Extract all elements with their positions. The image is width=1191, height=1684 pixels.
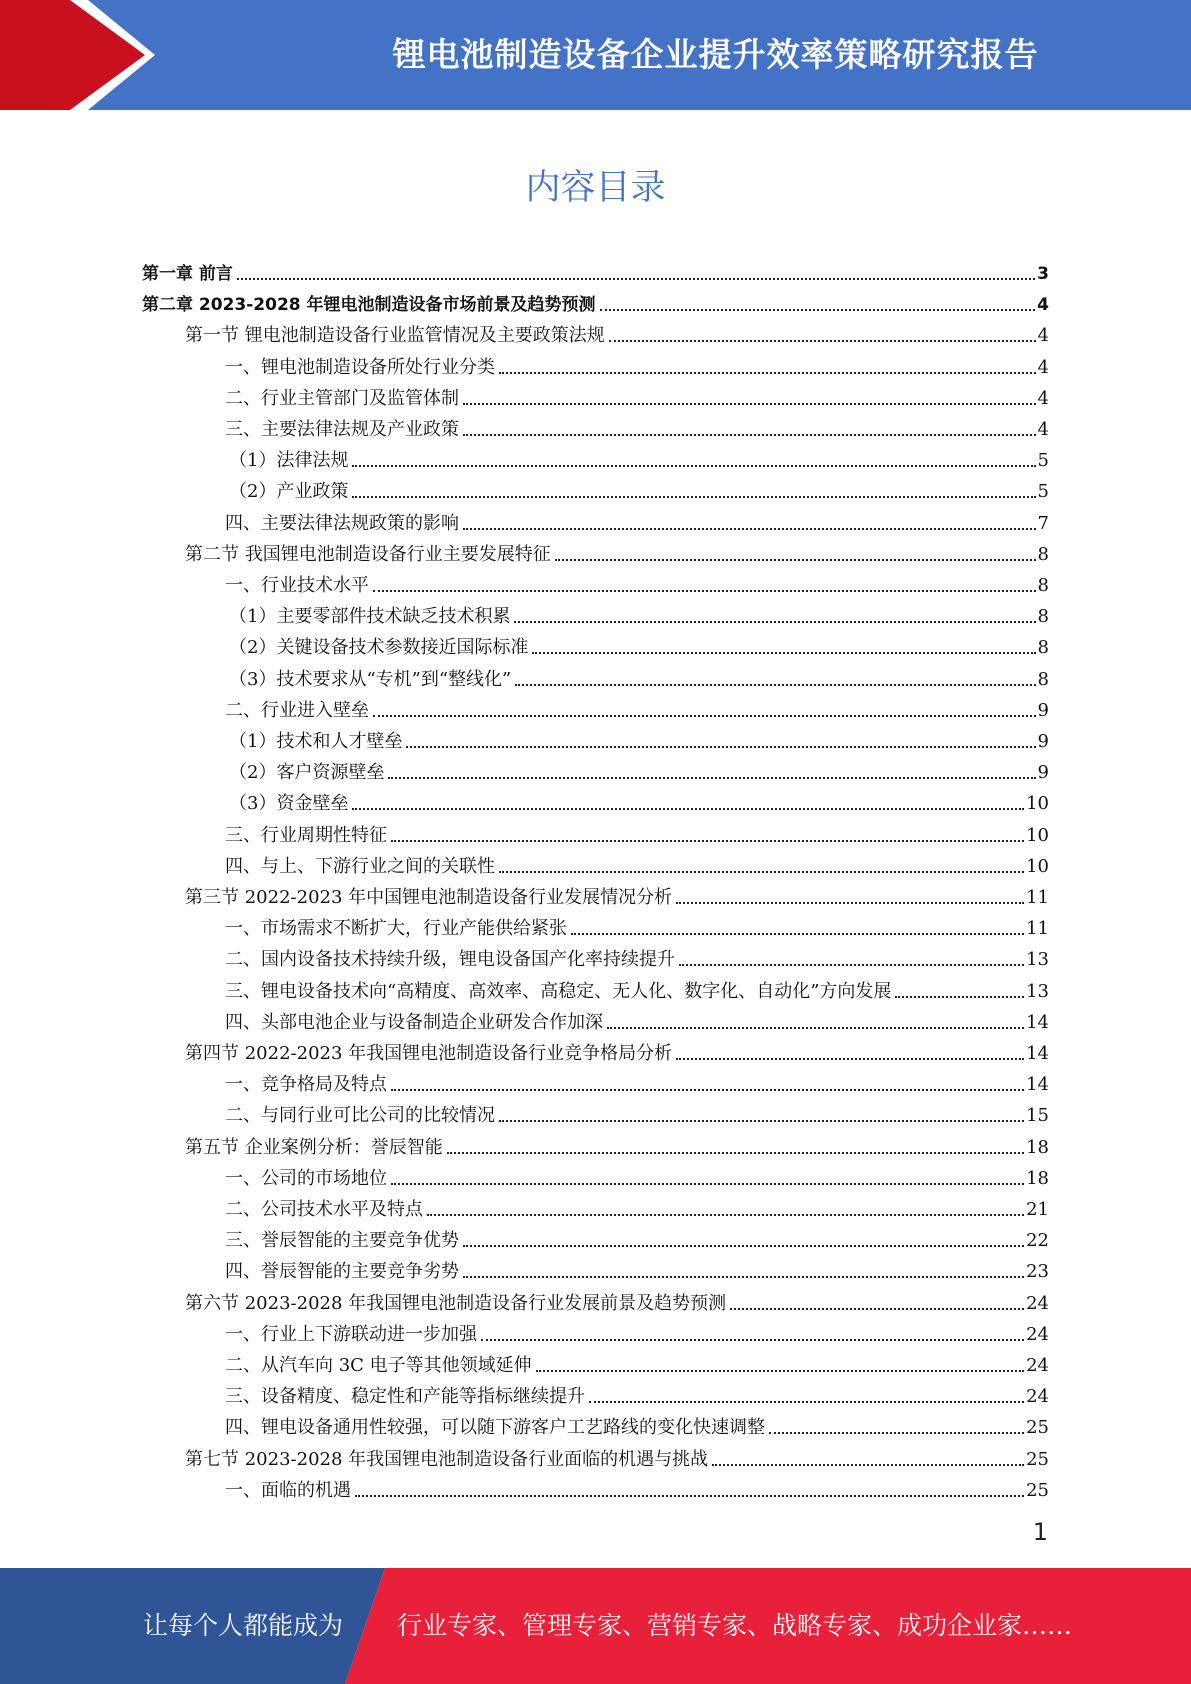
toc-entry-title: 第一章 前言 <box>142 264 233 284</box>
toc-leader-dots <box>373 715 1036 717</box>
toc-entry[interactable] <box>225 504 1049 535</box>
toc-entry-page: 9 <box>1037 699 1049 721</box>
toc-entry-title: 第四节 2022-2023 年我国锂电池制造设备行业竞争格局分析 <box>185 1043 673 1064</box>
toc-entry[interactable] <box>229 472 1049 503</box>
toc-leader-dots <box>352 808 1024 810</box>
toc-entry-title: 三、行业周期性特征 <box>225 824 387 846</box>
toc-entry[interactable] <box>229 784 1049 815</box>
toc-entry-page: 4 <box>1037 387 1049 409</box>
toc-entry-page: 13 <box>1026 980 1049 1002</box>
toc-leader-dots <box>712 1464 1024 1466</box>
toc-entry-page: 14 <box>1026 1074 1049 1096</box>
toc-leader-dots <box>352 496 1035 498</box>
toc-entry-title: 二、从汽车向 3C 电子等其他领域延伸 <box>225 1355 532 1376</box>
toc-leader-dots <box>427 1214 1024 1216</box>
toc-entry-title: （1）法律法规 <box>229 450 349 472</box>
toc-entry-page: 11 <box>1026 887 1049 908</box>
toc-entry-page: 8 <box>1037 575 1049 596</box>
toc-leader-dots <box>499 1120 1024 1122</box>
toc-leader-dots <box>676 902 1024 904</box>
toc-entry-title: 第三节 2022-2023 年中国锂电池制造设备行业发展情况分析 <box>185 887 673 908</box>
toc-entry-title: 三、誉辰智能的主要竞争优势 <box>225 1230 459 1252</box>
toc-entry-page: 13 <box>1026 949 1049 971</box>
toc-entry-title: （3）资金壁垒 <box>229 793 349 815</box>
toc-entry-page: 4 <box>1037 295 1049 316</box>
toc-leader-dots <box>532 652 1035 654</box>
toc-entry-title: 二、国内设备技术持续升级，锂电设备国产化率持续提升 <box>225 949 675 971</box>
toc-entry-title: （2）客户资源壁垒 <box>229 762 385 784</box>
report-title: 锂电池制造设备企业提升效率策略研究报告 <box>392 35 1039 74</box>
toc-entry[interactable] <box>225 1221 1049 1252</box>
toc-entry[interactable] <box>225 1471 1049 1502</box>
toc-entry[interactable] <box>225 972 1049 1003</box>
toc-leader-dots <box>237 278 1035 280</box>
toc-entry-title: 一、竞争格局及特点 <box>225 1074 387 1096</box>
toc-entry[interactable] <box>185 1034 1049 1065</box>
toc-entry[interactable] <box>229 597 1049 628</box>
toc-entry-title: （1）主要零部件技术缺乏技术积累 <box>229 606 511 628</box>
toc-entry[interactable] <box>225 566 1049 597</box>
toc-leader-dots <box>679 964 1024 966</box>
toc-entry[interactable] <box>225 1252 1049 1283</box>
toc-entry-page: 10 <box>1026 855 1049 877</box>
toc-entry-page: 4 <box>1037 419 1049 440</box>
toc-entry-title: 二、与同行业可比公司的比较情况 <box>225 1105 495 1127</box>
toc-entry-title: （1）技术和人才壁垒 <box>229 731 403 752</box>
toc-entry-title: 一、市场需求不断扩大，行业产能供给紧张 <box>225 918 567 940</box>
toc-leader-dots <box>609 340 1036 342</box>
toc-entry-title: 四、与上、下游行业之间的关联性 <box>225 855 495 877</box>
toc-entry[interactable] <box>225 1190 1049 1221</box>
toc-entry-title: 一、锂电池制造设备所处行业分类 <box>225 356 495 378</box>
toc-entry[interactable] <box>229 441 1049 472</box>
toc-leader-dots <box>391 1089 1024 1091</box>
toc-leader-dots <box>355 1495 1024 1497</box>
toc-entry-page: 10 <box>1026 793 1049 815</box>
toc-leader-dots <box>589 1401 1024 1403</box>
toc-entry[interactable] <box>225 909 1049 940</box>
toc-entry[interactable] <box>229 753 1049 784</box>
toc-leader-dots <box>769 1432 1024 1434</box>
toc-leader-dots <box>607 1027 1024 1029</box>
footer-slogan-left: 让每个人都能成为 <box>143 1611 344 1640</box>
toc-entry[interactable] <box>185 535 1049 566</box>
toc-entry[interactable] <box>185 1440 1049 1471</box>
toc-entry-page: 21 <box>1026 1199 1049 1220</box>
toc-entry-page: 24 <box>1026 1292 1049 1314</box>
toc-entry-page: 9 <box>1037 731 1049 752</box>
toc-entry[interactable] <box>225 410 1049 441</box>
toc-entry-page: 25 <box>1026 1417 1049 1439</box>
toc-entry-title: 四、主要法律法规政策的影响 <box>225 512 459 534</box>
toc-entry-title: 第一节 锂电池制造设备行业监管情况及主要政策法规 <box>185 325 605 347</box>
toc-entry-page: 4 <box>1037 325 1049 347</box>
toc-entry-page: 8 <box>1037 637 1049 659</box>
toc-leader-dots <box>571 933 1024 935</box>
toc-entry[interactable] <box>229 628 1049 659</box>
toc-leader-dots <box>499 871 1024 873</box>
toc-leader-dots <box>536 1370 1024 1372</box>
toc-leader-dots <box>499 372 1036 374</box>
toc-entry[interactable] <box>142 285 1049 316</box>
toc-entry-title: 一、行业上下游联动进一步加强 <box>225 1323 477 1345</box>
toc-entry-page: 5 <box>1037 481 1049 503</box>
toc-entry-title: 二、公司技术水平及特点 <box>225 1199 423 1220</box>
toc-entry[interactable] <box>225 940 1049 971</box>
toc-entry[interactable] <box>185 316 1049 347</box>
toc-leader-dots <box>600 309 1036 311</box>
toc-entry[interactable] <box>225 379 1049 410</box>
toc-heading: 内容目录 <box>525 168 666 208</box>
toc-leader-dots <box>895 996 1024 998</box>
toc-leader-dots <box>481 1339 1024 1341</box>
toc-leader-dots <box>447 1152 1024 1154</box>
toc-entry-title: 四、誉辰智能的主要竞争劣势 <box>225 1261 459 1283</box>
toc-entry-page: 25 <box>1026 1479 1049 1501</box>
toc-entry-page: 23 <box>1026 1261 1049 1283</box>
toc-entry-page: 25 <box>1026 1448 1049 1470</box>
toc-entry-title: 四、锂电设备通用性较强，可以随下游客户工艺路线的变化快速调整 <box>225 1417 765 1439</box>
toc-entry-title: 一、行业技术水平 <box>225 575 369 596</box>
toc-entry-title: （3）技术要求从“专机”到“整线化” <box>229 668 512 690</box>
toc-entry[interactable] <box>225 1003 1049 1034</box>
toc-leader-dots <box>463 1245 1024 1247</box>
toc-leader-dots <box>352 465 1035 467</box>
toc-entry[interactable] <box>225 348 1049 379</box>
toc-entry[interactable] <box>225 847 1049 878</box>
toc-entry-page: 3 <box>1037 264 1049 284</box>
toc-leader-dots <box>388 777 1035 779</box>
toc-entry[interactable] <box>225 1159 1049 1190</box>
toc-leader-dots <box>463 528 1036 530</box>
toc-leader-dots <box>463 403 1036 405</box>
toc-entry-page: 24 <box>1026 1355 1049 1376</box>
toc-entry[interactable] <box>225 1346 1049 1377</box>
toc-entry[interactable] <box>225 1315 1049 1346</box>
toc-entry-title: 第二节 我国锂电池制造设备行业主要发展特征 <box>185 543 551 565</box>
toc-entry-title: 三、设备精度、稳定性和产能等指标继续提升 <box>225 1386 585 1408</box>
toc-entry-page: 18 <box>1026 1167 1049 1189</box>
toc-entry-page: 8 <box>1037 543 1049 565</box>
toc-entry-title: 四、头部电池企业与设备制造企业研发合作加深 <box>225 1011 603 1033</box>
toc-leader-dots <box>391 840 1024 842</box>
page-number: 1 <box>1032 1518 1048 1546</box>
toc-entry-title: （2）产业政策 <box>229 481 349 503</box>
toc-entry-page: 9 <box>1037 762 1049 784</box>
toc-leader-dots <box>676 1058 1024 1060</box>
toc-entry-page: 14 <box>1026 1043 1049 1064</box>
toc-entry[interactable] <box>185 1128 1049 1159</box>
toc-entry[interactable] <box>225 1377 1049 1408</box>
toc-leader-dots <box>463 1276 1024 1278</box>
toc-entry-page: 18 <box>1026 1136 1049 1158</box>
toc-leader-dots <box>730 1308 1024 1310</box>
toc-entry-page: 10 <box>1026 824 1049 846</box>
toc-entry[interactable] <box>225 1096 1049 1127</box>
footer-slogan-right: 行业专家、管理专家、营销专家、战略专家、成功企业家…… <box>397 1611 1073 1640</box>
toc-entry-page: 7 <box>1037 512 1049 534</box>
toc-leader-dots <box>515 684 1035 686</box>
toc-entry[interactable] <box>225 1065 1049 1096</box>
toc-entry-page: 22 <box>1026 1230 1049 1252</box>
toc-entry-page: 24 <box>1026 1323 1049 1345</box>
toc-entry-page: 8 <box>1037 668 1049 690</box>
toc-entry-page: 11 <box>1026 918 1049 940</box>
footer-banner <box>0 1568 1191 1684</box>
toc-entry-title: 二、行业主管部门及监管体制 <box>225 387 459 409</box>
toc-entry[interactable] <box>225 816 1049 847</box>
toc-entry-title: 二、行业进入壁垒 <box>225 699 369 721</box>
toc-entry-title: 第二章 2023-2028 年锂电池制造设备市场前景及趋势预测 <box>142 295 596 316</box>
toc-entry[interactable] <box>185 878 1049 909</box>
toc-entry-title: 第七节 2023-2028 年我国锂电池制造设备行业面临的机遇与挑战 <box>185 1448 709 1470</box>
header-banner <box>0 0 1191 110</box>
toc-entry[interactable] <box>225 1408 1049 1439</box>
toc-entry-title: 三、主要法律法规及产业政策 <box>225 419 459 440</box>
toc-entry-page: 5 <box>1037 450 1049 472</box>
toc-leader-dots <box>514 621 1035 623</box>
toc-entry-title: （2）关键设备技术参数接近国际标准 <box>229 637 529 659</box>
toc-entry[interactable] <box>229 722 1049 753</box>
toc-leader-dots <box>463 434 1036 436</box>
toc-entry[interactable] <box>142 254 1049 285</box>
toc-entry-page: 8 <box>1037 606 1049 628</box>
toc-leader-dots <box>391 1183 1024 1185</box>
toc-entry-title: 三、锂电设备技术向“高精度、高效率、高稳定、无人化、数字化、自动化”方向发展 <box>225 980 892 1002</box>
toc-entry-title: 一、公司的市场地位 <box>225 1167 387 1189</box>
toc-entry[interactable] <box>185 1284 1049 1315</box>
toc-entry-title: 第六节 2023-2028 年我国锂电池制造设备行业发展前景及趋势预测 <box>185 1292 727 1314</box>
toc-entry-title: 第五节 企业案例分析：誉辰智能 <box>185 1136 443 1158</box>
toc-entry-page: 14 <box>1026 1011 1049 1033</box>
toc-leader-dots <box>406 746 1035 748</box>
toc-leader-dots <box>555 559 1036 561</box>
toc-entry[interactable] <box>225 691 1049 722</box>
toc-entry-page: 15 <box>1026 1105 1049 1127</box>
toc-entry[interactable] <box>229 660 1049 691</box>
toc-entry-page: 4 <box>1037 356 1049 378</box>
toc-entry-title: 一、面临的机遇 <box>225 1479 351 1501</box>
toc-leader-dots <box>373 590 1036 592</box>
toc-entry-page: 24 <box>1026 1386 1049 1408</box>
